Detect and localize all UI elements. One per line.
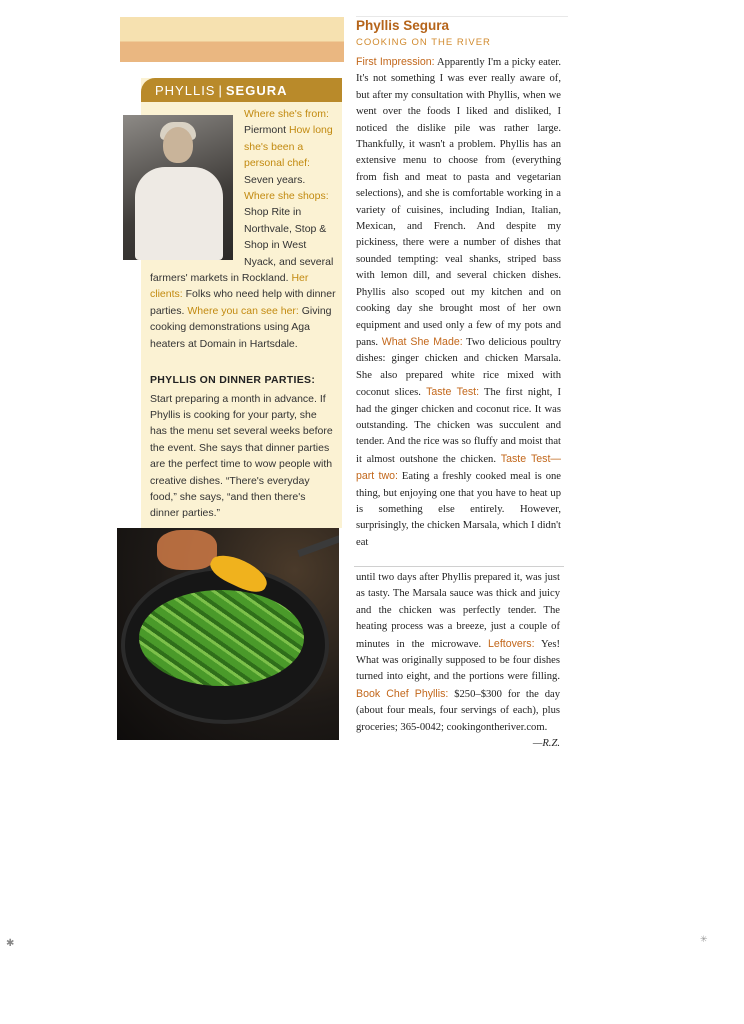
- sidebar-header: [141, 78, 342, 102]
- fact-value: Shop Rite in Northvale, Stop & Shop in West Nyack, and several farmers' markets in Rockland.: [150, 206, 334, 285]
- fact-value: Giving cooking demonstrations using Aga heaters at Domain in Hartsdale.: [150, 304, 332, 350]
- fact-label: How long she's been a personal chef:: [244, 124, 333, 170]
- dinner-parties-heading: PHYLLIS ON DINNER PARTIES:: [150, 374, 316, 387]
- section-text: Two delicious poultry dishes: ginger chicken and chicken Marsala. She also prepared white rice mixed with coconut slices.: [356, 336, 562, 399]
- scan-speck: ✳: [700, 934, 708, 944]
- clipping-rule: [354, 566, 564, 567]
- sidebar-text: [150, 106, 336, 522]
- fact-label: Her clients:: [150, 272, 309, 301]
- top-rule: [356, 16, 568, 17]
- article-body-continued: [356, 570, 560, 752]
- fact-label: Where she's from:: [244, 108, 329, 120]
- header-last-name: SEGURA: [225, 83, 288, 98]
- scan-speck: ✱: [6, 938, 15, 949]
- section-text: until two days after Phyllis prepared it, was just as tasty. The Marsala sauce was thick and juicy and the chicken was perfectly tender. The heating process was a breeze, just a couple of minutes in the microwave.: [356, 572, 560, 650]
- section-label: First Impression:: [356, 56, 435, 68]
- decorative-color-band: [120, 17, 344, 62]
- article-header: [356, 18, 562, 48]
- fact-value: Seven years.: [244, 173, 306, 186]
- section-label: Taste Test—part two:: [356, 452, 562, 483]
- author-signature: —R.Z.: [532, 738, 560, 750]
- article-body: [356, 54, 561, 551]
- section-label: Taste Test:: [426, 386, 480, 399]
- profile-sidebar: [141, 78, 342, 528]
- fact-label: Where you can see her:: [187, 304, 299, 317]
- section-text: $250–$300 for the day (about four meals, four servings of each), plus groceries; 365-0042; cookingontheriver.com.: [356, 688, 560, 733]
- section-text: The first night, I had the ginger chicken and coconut rice. It was outstanding. The chicken was succulent and tender. And the rice was so fluffy and moist that it almost outshone the chicken.: [356, 387, 561, 465]
- food-photo: [117, 528, 339, 740]
- dinner-parties-text: Start preparing a month in advance. If Phyllis is cooking for your party, she has the menu set several weeks before the event. She says that dinner parties are the perfect time to wow people with creative dishes. “There's everyday food,” she says, “and then there's dinner parties.”: [150, 392, 333, 520]
- section-label: Book Chef Phyllis:: [356, 687, 449, 700]
- fact-label: Where she shops:: [244, 190, 329, 203]
- article-subtitle: COOKING ON THE RIVER: [356, 37, 491, 48]
- fact-value: Folks who need help with dinner parties.: [150, 288, 336, 317]
- section-label: What She Made:: [381, 335, 463, 348]
- section-text: Yes! What was originally supposed to be four dishes turned into eight, and the portions were filling.: [356, 638, 561, 683]
- header-separator: |: [218, 83, 223, 98]
- article-title: Phyllis Segura: [356, 18, 450, 33]
- header-first-name: PHYLLIS: [155, 83, 216, 98]
- section-text: Eating a freshly cooked meal is one thing, but enjoying one that you have to heat up is something else entirely. However, surprisingly, the chicken Marsala, which I didn't eat: [356, 471, 561, 548]
- section-label: Leftovers:: [488, 637, 535, 650]
- fact-value: Piermont: [244, 124, 287, 137]
- section-text: Apparently I'm a picky eater. It's not something I was ever really aware of, but after my consultation with Phyllis, when we went over the foods I liked and disliked, I noticed the dislike pile was rather large. Thankfully, it wasn't a problem. Phyllis has an extensive menu to choose from (everything from fish and meat to pasta and vegetarian selections), and she is comfortable working in a variety of cuisines, including Indian, Italian, Mexican, and French. And despite my pickiness, there were a number of dishes that sounded tempting: veal shanks, striped bass with lemon dill, and several chicken dishes. Phyllis also scoped out my kitchen and on cooking day she brought most of her own equipment and used only a few of my pots and pans.: [356, 57, 562, 348]
